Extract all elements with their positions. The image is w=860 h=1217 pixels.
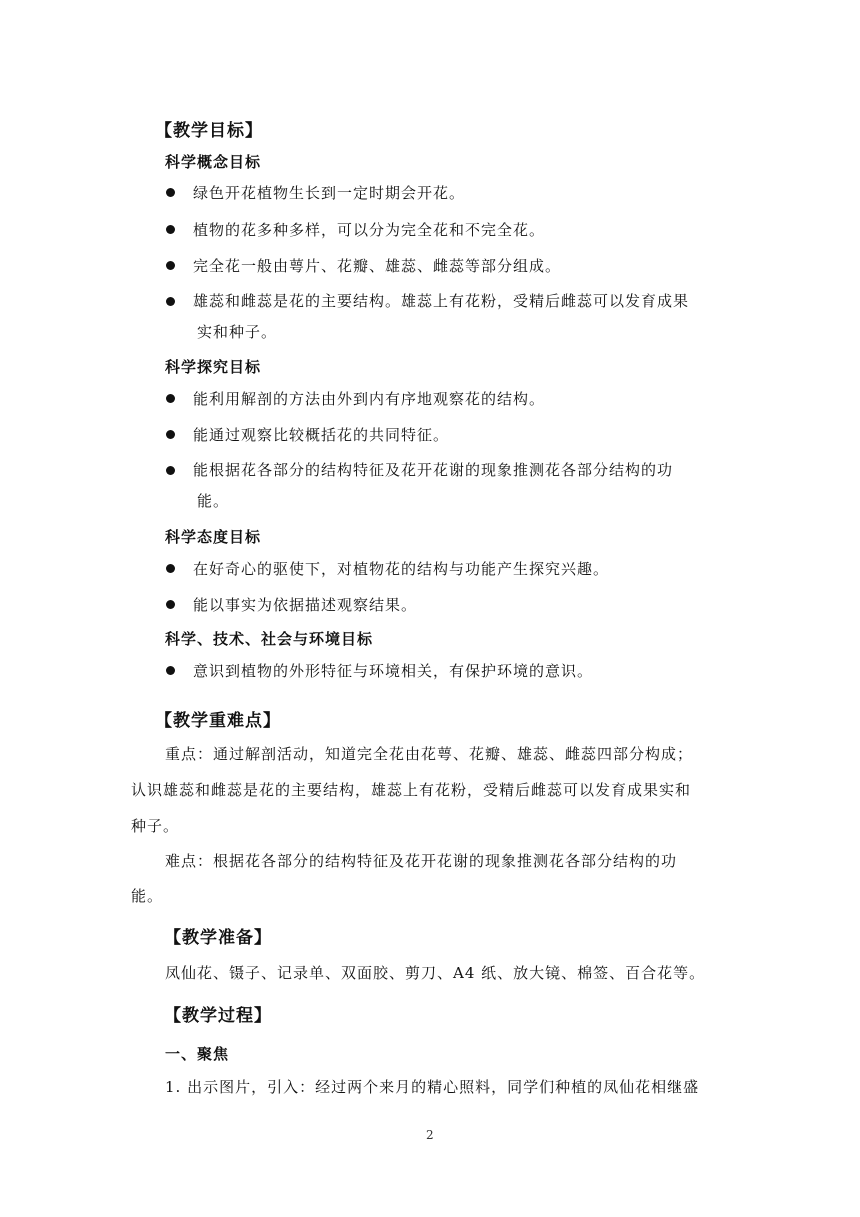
bullet-dot-icon xyxy=(166,188,175,197)
inquiry-item-3-line2: 能。 xyxy=(197,492,230,510)
focus-line-1: 重点：通过解剖活动，知道完全花由花萼、花瓣、雄蕊、雌蕊四部分构成； xyxy=(165,745,694,763)
preparation-heading: 【教学准备】 xyxy=(164,928,272,948)
bullet-dot-icon xyxy=(166,225,175,234)
concept-item-3: 完全花一般由萼片、花瓣、雄蕊、雌蕊等部分组成。 xyxy=(193,257,562,275)
bullet-dot-icon xyxy=(166,261,175,270)
bullet-dot-icon xyxy=(166,466,175,475)
stse-goals-title: 科学、技术、社会与环境目标 xyxy=(165,630,374,648)
page-number: 2 xyxy=(426,1128,434,1142)
focus-line-3: 种子。 xyxy=(131,817,180,835)
inquiry-goals-title: 科学探究目标 xyxy=(165,358,262,376)
concept-item-4-line1: 雄蕊和雌蕊是花的主要结构。雄蕊上有花粉，受精后雌蕊可以发育成果 xyxy=(193,292,690,310)
attitude-item-2: 能以事实为依据描述观察结果。 xyxy=(193,596,418,614)
concept-item-4-line2: 实和种子。 xyxy=(197,323,278,341)
objectives-heading: 【教学目标】 xyxy=(155,121,263,141)
inquiry-item-3-line1: 能根据花各部分的结构特征及花开花谢的现象推测花各部分结构的功 xyxy=(193,461,674,479)
bullet-dot-icon xyxy=(166,394,175,403)
focus-line-2: 认识雄蕊和雌蕊是花的主要结构，雄蕊上有花粉，受精后雌蕊可以发育成果实和 xyxy=(131,781,692,799)
concept-goals-title: 科学概念目标 xyxy=(165,153,262,171)
stse-item-1: 意识到植物的外形特征与环境相关，有保护环境的意识。 xyxy=(193,662,594,680)
difficulty-line-2: 能。 xyxy=(131,887,164,905)
bullet-dot-icon xyxy=(166,564,175,573)
inquiry-item-1: 能利用解剖的方法由外到内有序地观察花的结构。 xyxy=(193,390,546,408)
attitude-item-1: 在好奇心的驱使下，对植物花的结构与功能产生探究兴趣。 xyxy=(193,560,610,578)
difficulty-line-1: 难点：根据花各部分的结构特征及花开花谢的现象推测花各部分结构的功 xyxy=(165,852,678,870)
inquiry-item-2: 能通过观察比较概括花的共同特征。 xyxy=(193,426,450,444)
bullet-dot-icon xyxy=(166,297,175,306)
bullet-dot-icon xyxy=(166,430,175,439)
preparation-text: 凤仙花、镊子、记录单、双面胶、剪刀、A4 纸、放大镜、棉签、百合花等。 xyxy=(165,964,706,982)
bullet-dot-icon xyxy=(166,600,175,609)
step-1-title: 一、聚焦 xyxy=(165,1045,230,1063)
process-heading: 【教学过程】 xyxy=(164,1006,272,1026)
attitude-goals-title: 科学态度目标 xyxy=(165,528,262,546)
concept-item-1: 绿色开花植物生长到一定时期会开花。 xyxy=(193,184,466,202)
step-1-line-1: 1. 出示图片，引入：经过两个来月的精心照料，同学们种植的凤仙花相继盛 xyxy=(165,1078,700,1096)
key-points-heading: 【教学重难点】 xyxy=(155,711,281,731)
bullet-dot-icon xyxy=(166,666,175,675)
concept-item-2: 植物的花多种多样，可以分为完全花和不完全花。 xyxy=(193,221,546,239)
